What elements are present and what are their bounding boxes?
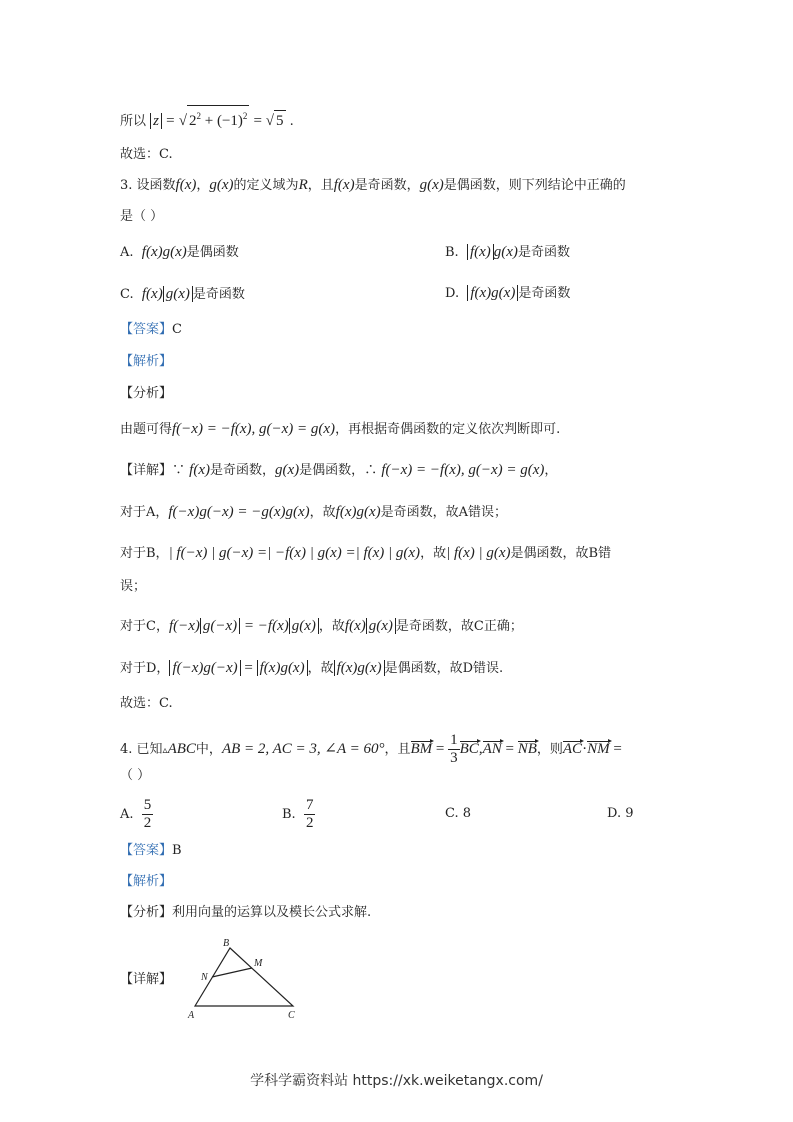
radicand: $2^2 + (-1)^2$	[187, 105, 249, 131]
q3-detail-intro: 【详解】∵ f(x)是奇函数，g(x)是偶函数，∴ f(−x) = −f(x), g(−x) = g(x)，	[120, 462, 558, 478]
label-a: A	[188, 1010, 195, 1021]
q3-fenxi-heading: 【分析】	[120, 386, 173, 401]
label-c: C	[288, 1010, 295, 1021]
label-b: B	[223, 938, 230, 949]
q4-fenxi: 【分析】利用向量的运算以及模长公式求解.	[120, 905, 372, 920]
q3-detail-b: 对于B，| f(−x) | g(−x) =| −f(x) | g(x) =| f(x) | g(x)，故| f(x) | g(x)是偶函数，故B错	[120, 545, 612, 561]
segment-nm	[212, 968, 252, 977]
sqrt-sign: √	[178, 113, 187, 129]
q4-option-b: B. $\frac{7}{2}$	[282, 797, 314, 831]
q4-answer: 【答案】B	[120, 843, 182, 858]
q3-option-b: B. f(x) g(x)是奇函数	[445, 244, 570, 260]
q3-detail-d: 对于D， f(−x)g(−x) = f(x)g(x) ，故 f(x)g(x) 是偶函数，故D错误.	[120, 660, 504, 676]
sqrt-sign: √	[265, 113, 274, 129]
q4-stem: 4. 已知▵ABC中，AB = 2, AC = 3, ∠A = 60°，且BM = $\frac{1}{3}$ BC,AN = NB，则AC·NM =	[120, 732, 622, 766]
triangle-abc	[195, 948, 293, 1006]
q3-option-a: A. f(x)g(x)是偶函数	[120, 244, 239, 260]
q4-detail-heading: 【详解】	[120, 972, 173, 987]
radicand-5: 5	[274, 110, 286, 131]
q3-detail-b-line2: 误；	[120, 579, 147, 594]
eq: =	[253, 113, 266, 129]
q3-detail-c: 对于C，f(−x) g(−x) = −f(x) g(x) ，故f(x) g(x) 是奇函数，故C正确；	[120, 618, 523, 634]
q3-stem-line2: 是（ ）	[120, 209, 164, 224]
q3-fenxi-text: 由题可得f(−x) = −f(x), g(−x) = g(x)，再根据奇偶函数的定义依次判断即可.	[120, 421, 561, 437]
q4-option-d: D. 9	[607, 806, 634, 821]
q4-option-c: C. 8	[445, 806, 472, 821]
label-n: N	[201, 972, 208, 983]
q3-jiexi-heading: 【解析】	[120, 354, 173, 369]
line-choice-c: 故选：C.	[120, 147, 173, 162]
site-footer: 学科学霸资料站 https://xk.weiketangx.com/	[250, 1073, 543, 1089]
q3-answer: 【答案】C	[120, 322, 182, 337]
q3-stem: 3. 设函数f(x)，g(x)的定义域为R，且f(x)是奇函数，g(x)是偶函数，则下列结论中正确的	[120, 177, 626, 193]
eq: =	[166, 113, 175, 129]
abs-z: z	[150, 113, 162, 129]
text: 所以	[120, 114, 147, 129]
text: .	[289, 114, 294, 129]
q4-jiexi-heading: 【解析】	[120, 874, 173, 889]
fraction-one-third: $\frac{1}{3}$	[450, 732, 458, 766]
triangle-figure	[180, 935, 310, 1025]
q3-final-choice: 故选：C.	[120, 696, 173, 711]
line-modulus	[120, 105, 294, 132]
q3-option-d: D. f(x)g(x) 是奇函数	[445, 285, 571, 301]
q3-option-c: C. f(x) g(x) 是奇函数	[120, 286, 245, 302]
q3-detail-a: 对于A，f(−x)g(−x) = −g(x)g(x)，故f(x)g(x)是奇函数，故A错误；	[120, 504, 508, 520]
label-m: M	[254, 958, 263, 969]
q4-option-a: A. $\frac{5}{2}$	[120, 797, 152, 831]
q4-stem-line2: （ ）	[120, 768, 151, 783]
